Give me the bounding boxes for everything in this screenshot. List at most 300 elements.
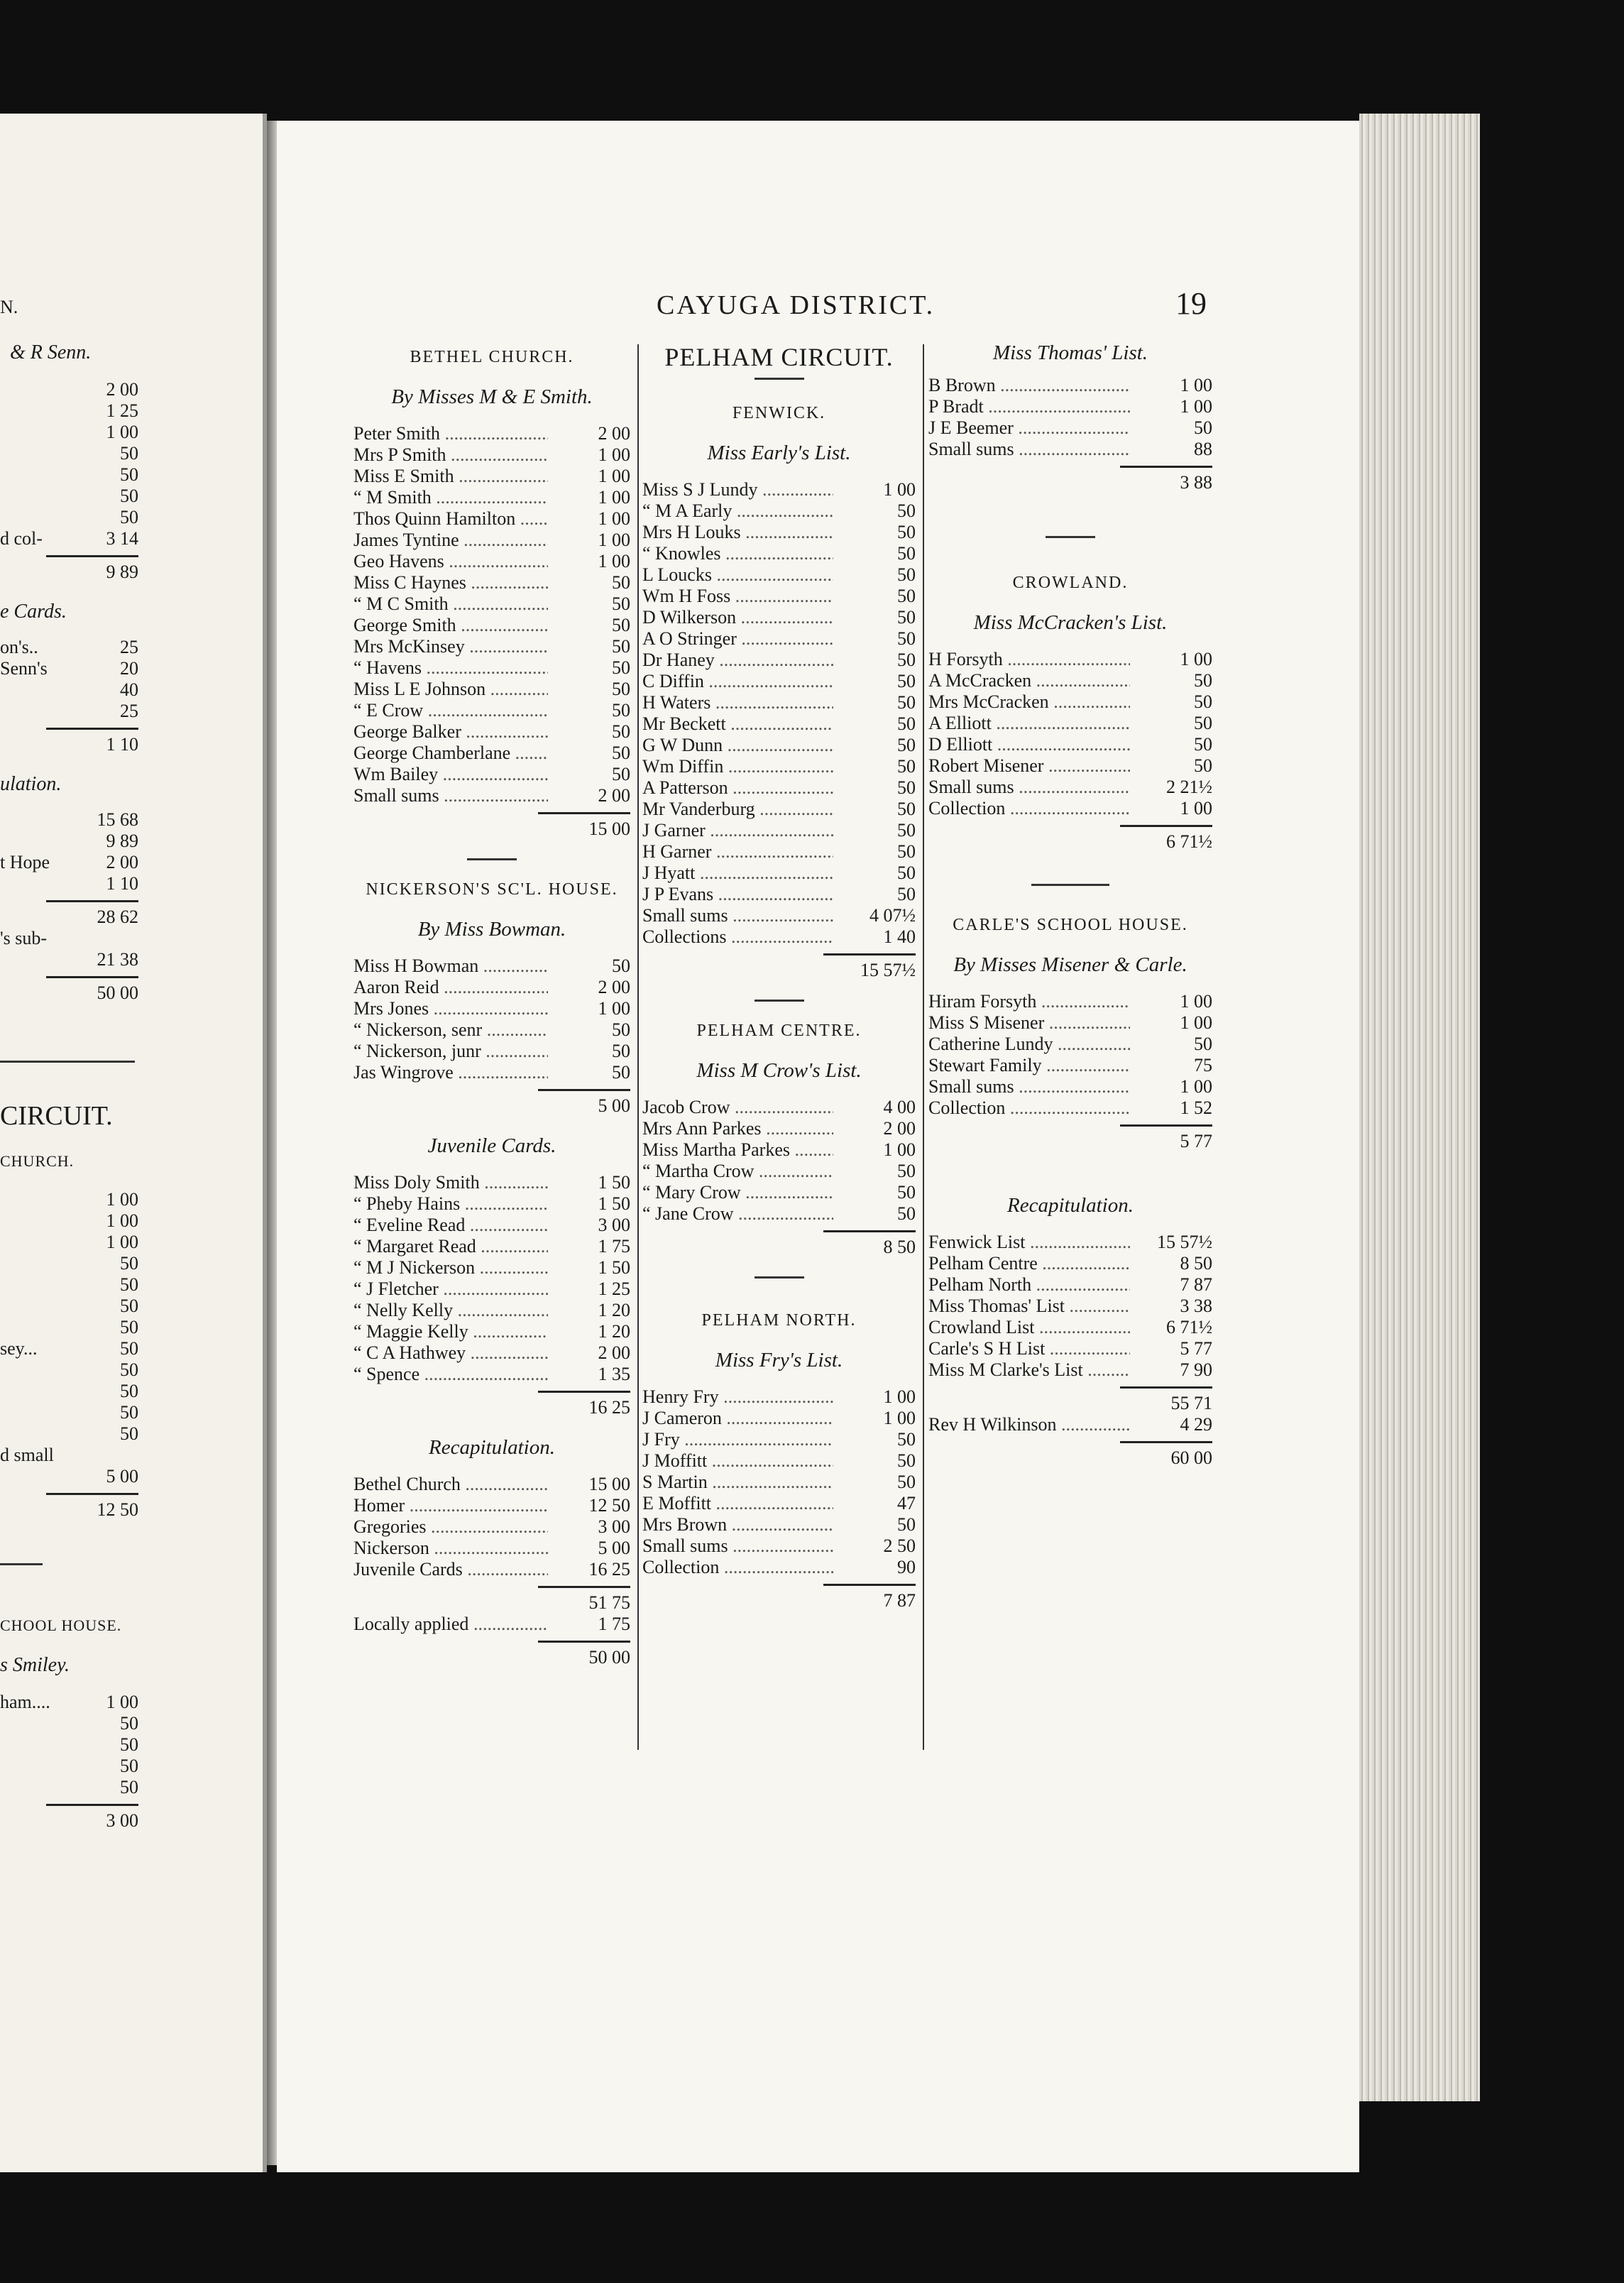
entry-name: Small sums .....: [353, 785, 548, 806]
list-item: [353, 551, 630, 572]
list-item: [928, 1317, 1212, 1338]
entry-amount: 90: [897, 1557, 916, 1577]
left-list-5-total: 3 00: [0, 1804, 138, 1832]
entry-amount: 50: [120, 1359, 138, 1380]
crowland-subheading: Miss McCracken's List.: [973, 611, 1168, 634]
list-item: [0, 379, 138, 400]
recap-1-total: 50 00: [353, 1641, 630, 1668]
list-item: [353, 1193, 630, 1215]
list-item: [353, 530, 630, 551]
list-item: [642, 1203, 916, 1225]
list-item: [928, 396, 1212, 417]
entry-amount: 50: [897, 1161, 916, 1181]
list-item: [928, 755, 1212, 777]
list-item: [928, 1296, 1212, 1317]
entry-amount: 1 00: [106, 1692, 138, 1712]
entry-name: Mrs McKinsey .....: [353, 636, 548, 657]
left-top-fragment: N.: [0, 297, 18, 317]
list-item: [353, 1474, 630, 1495]
list-item: [353, 956, 630, 977]
list-item: [0, 1734, 138, 1756]
entry-name: [0, 379, 77, 400]
left-page-fragment: [0, 297, 138, 1832]
entry-name: “ Nickerson, junr .....: [353, 1041, 548, 1062]
list-item: [0, 852, 138, 873]
entry-name: [0, 1777, 77, 1798]
entry-name: A Patterson .....: [642, 777, 833, 799]
crowland-total: 6 71½: [928, 825, 1212, 853]
entry-name: Small sums .....: [928, 439, 1130, 460]
entry-name: Miss S J Lundy .....: [642, 479, 833, 500]
entry-name: Small sums .....: [928, 777, 1130, 798]
pelham-north-total: 7 87: [642, 1584, 916, 1611]
entry-amount: 2 00: [106, 852, 138, 872]
entry-amount: 50: [120, 1296, 138, 1316]
list-item: [642, 586, 916, 607]
entry-name: Juvenile Cards .....: [353, 1559, 548, 1580]
pelham-north-heading: PELHAM NORTH.: [701, 1311, 857, 1330]
list-item: [642, 841, 916, 863]
column-2: [642, 334, 916, 1611]
list-item: [642, 1429, 916, 1450]
entry-amount: 50: [120, 1381, 138, 1401]
list-item: [642, 777, 916, 799]
entry-name: Miss Thomas' List .....: [928, 1296, 1130, 1317]
entry-name: D Elliott .....: [928, 734, 1130, 755]
list-item: [642, 543, 916, 564]
list-item: [642, 628, 916, 650]
entry-name: [0, 701, 77, 722]
entry-name: George Smith .....: [353, 615, 548, 636]
list-item: [353, 1062, 630, 1083]
nickerson-total: 5 00: [353, 1089, 630, 1117]
entry-amount: 50: [897, 884, 916, 904]
list-item: [353, 508, 630, 530]
pelham-centre-list: [642, 1097, 916, 1225]
entry-name: [0, 1232, 77, 1253]
entry-name: A Elliott .....: [928, 713, 1130, 734]
pelham-centre-total: 8 50: [642, 1230, 916, 1258]
entry-name: J E Beemer .....: [928, 417, 1130, 439]
entry-name: Collection .....: [928, 798, 1130, 819]
entry-name: “ C A Hathwey .....: [353, 1342, 548, 1364]
carle-heading: CARLE'S SCHOOL HOUSE.: [953, 916, 1188, 934]
entry-amount: 7 90: [1180, 1359, 1212, 1380]
list-item: [0, 701, 138, 722]
entry-amount: 50: [1194, 755, 1212, 776]
entry-name: J Moffitt .....: [642, 1450, 833, 1472]
entry-amount: 1 50: [598, 1193, 630, 1214]
entry-amount: 25: [120, 701, 138, 721]
left-list-3-label-row: 's sub-: [0, 928, 48, 948]
entry-amount: 88: [1194, 439, 1212, 459]
entry-name: Mr Vanderburg .....: [642, 799, 833, 820]
entry-amount: 50: [120, 1317, 138, 1337]
list-item: [353, 1342, 630, 1364]
entry-amount: 50: [612, 636, 630, 657]
entry-name: Henry Fry .....: [642, 1386, 833, 1408]
list-item: [353, 1321, 630, 1342]
entry-name: G W Dunn .....: [642, 735, 833, 756]
list-item: [928, 1253, 1212, 1274]
entry-name: George Chamberlane .....: [353, 743, 548, 764]
entry-name: [0, 831, 77, 852]
list-item: [0, 1189, 138, 1210]
entry-amount: 1 00: [883, 479, 916, 500]
entry-amount: 15 00: [588, 1474, 630, 1494]
left-list-1-total: 9 89: [0, 555, 138, 583]
list-item: [928, 375, 1212, 396]
entry-name: J Hyatt .....: [642, 863, 833, 884]
list-item: [642, 650, 916, 671]
entry-amount: 1 00: [1180, 991, 1212, 1012]
list-item: [642, 1493, 916, 1514]
entry-name: Mr Beckett .....: [642, 713, 833, 735]
pelham-north-list: [642, 1386, 916, 1578]
entry-name: Fenwick List .....: [928, 1232, 1130, 1253]
entry-name: sey...: [0, 1338, 38, 1359]
entry-amount: 2 50: [883, 1535, 916, 1556]
bethel-total: 15 00: [353, 812, 630, 840]
list-item: [928, 1338, 1212, 1359]
entry-amount: 50: [897, 713, 916, 734]
list-item: [353, 487, 630, 508]
list-item: [0, 1359, 138, 1381]
list-item: [642, 1097, 916, 1118]
entry-amount: 50: [897, 564, 916, 585]
entry-name: Pelham Centre .....: [928, 1253, 1130, 1274]
entry-amount: 50: [120, 1756, 138, 1776]
entry-amount: 50: [897, 607, 916, 628]
entry-name: Mrs Ann Parkes .....: [642, 1118, 833, 1139]
list-item: [353, 1279, 630, 1300]
entry-name: Catherine Lundy .....: [928, 1034, 1130, 1055]
list-item: [0, 1713, 138, 1734]
entry-amount: 50: [897, 756, 916, 777]
list-item: [928, 734, 1212, 755]
entry-name: Thos Quinn Hamilton .....: [353, 508, 548, 530]
entry-amount: 1 50: [598, 1257, 630, 1278]
list-item: [928, 649, 1212, 670]
entry-name: [0, 873, 77, 894]
entry-name: “ Pheby Hains .....: [353, 1193, 548, 1215]
column-separator-1: [637, 344, 639, 1750]
entry-name: Geo Havens .....: [353, 551, 548, 572]
list-item: [928, 1097, 1212, 1119]
entry-amount: 1 25: [598, 1279, 630, 1299]
entry-amount: 50: [897, 1450, 916, 1471]
entry-amount: 1 50: [598, 1172, 630, 1193]
wilkinson-row: Rev H Wilkinson ..... 4 29: [928, 1414, 1212, 1435]
list-item: [353, 785, 630, 806]
entry-amount: 50: [897, 692, 916, 713]
entry-amount: 50: [120, 1777, 138, 1797]
entry-name: [0, 400, 77, 422]
entry-name: S Martin .....: [642, 1472, 833, 1493]
entry-amount: 50: [897, 671, 916, 691]
entry-name: H Garner .....: [642, 841, 833, 863]
juvenile-list: [353, 1172, 630, 1385]
entry-name: Mrs Brown .....: [642, 1514, 833, 1535]
list-item: [928, 1076, 1212, 1097]
entry-amount: 50: [897, 586, 916, 606]
left-list-3-total: 50 00: [0, 976, 138, 1004]
entry-amount: 50: [897, 1514, 916, 1535]
column-1: [353, 334, 630, 1668]
entry-amount: 50: [897, 820, 916, 841]
list-item: [353, 1019, 630, 1041]
left-list-3: [0, 809, 138, 894]
entry-name: [0, 1381, 77, 1402]
entry-name: Crowland List .....: [928, 1317, 1130, 1338]
list-item: [353, 423, 630, 444]
carle-list: [928, 991, 1212, 1119]
left-list-2: [0, 637, 138, 722]
recap-1-list: [353, 1474, 630, 1580]
list-item: [353, 743, 630, 764]
list-item: [642, 1408, 916, 1429]
list-item: [0, 658, 138, 679]
entry-amount: 50: [120, 507, 138, 527]
pelham-centre-heading: PELHAM CENTRE.: [696, 1022, 862, 1040]
pelham-circuit-heading: PELHAM CIRCUIT.: [664, 343, 894, 371]
list-item: [0, 873, 138, 894]
list-item: [642, 884, 916, 905]
entry-name: “ M J Nickerson .....: [353, 1257, 548, 1279]
entry-name: Homer .....: [353, 1495, 548, 1516]
bethel-heading: BETHEL CHURCH.: [410, 348, 574, 366]
entry-amount: 50: [897, 799, 916, 819]
entry-name: Wm H Foss .....: [642, 586, 833, 607]
left-title-5: s Smiley.: [0, 1654, 70, 1676]
list-item: [642, 692, 916, 713]
list-item: [642, 500, 916, 522]
list-item: [353, 998, 630, 1019]
section-divider: [755, 1000, 804, 1002]
list-item: [353, 764, 630, 785]
list-item: [928, 798, 1212, 819]
fenwick-total: 15 57½: [642, 953, 916, 981]
left-divider-2: [0, 1563, 43, 1565]
left-title-3: ulation.: [0, 773, 62, 795]
entry-amount: 50: [897, 863, 916, 883]
entry-amount: 1 00: [883, 1408, 916, 1428]
list-item: [642, 713, 916, 735]
entry-amount: 5 77: [1180, 1338, 1212, 1359]
entry-amount: 50: [897, 1472, 916, 1492]
entry-amount: 50: [897, 543, 916, 564]
list-item: [353, 615, 630, 636]
entry-amount: 50: [120, 1734, 138, 1755]
list-item: [0, 1296, 138, 1317]
entry-amount: 15 57½: [1157, 1232, 1212, 1252]
list-item: [928, 417, 1212, 439]
entry-amount: 50: [120, 1402, 138, 1423]
list-item: [928, 1012, 1212, 1034]
juvenile-subheading: Juvenile Cards.: [427, 1134, 556, 1157]
entry-name: “ Spence .....: [353, 1364, 548, 1385]
entry-amount: 7 87: [1180, 1274, 1212, 1295]
entry-amount: 50: [120, 486, 138, 506]
list-item: [0, 1423, 138, 1445]
left-list-1-tail: d col- 3 14: [0, 528, 138, 549]
entry-name: Small sums .....: [642, 905, 833, 926]
entry-name: Miss C Haynes .....: [353, 572, 548, 593]
entry-amount: 50: [897, 628, 916, 649]
entry-name: “ Eveline Read .....: [353, 1215, 548, 1236]
entry-amount: 50: [612, 721, 630, 742]
list-item: [642, 1161, 916, 1182]
list-item: [928, 439, 1212, 460]
entry-amount: 1 00: [1180, 649, 1212, 669]
entry-name: “ Nickerson, senr .....: [353, 1019, 548, 1041]
entry-name: Miss M Clarke's List .....: [928, 1359, 1130, 1381]
entry-name: Bethel Church .....: [353, 1474, 548, 1495]
entry-amount: 2 00: [598, 423, 630, 444]
entry-amount: 1 00: [106, 1189, 138, 1210]
entry-amount: 50: [612, 593, 630, 614]
entry-name: C Diffin .....: [642, 671, 833, 692]
entry-amount: 50: [612, 679, 630, 699]
left-list-5: [0, 1692, 138, 1798]
list-item: [353, 1172, 630, 1193]
entry-amount: 1 35: [598, 1364, 630, 1384]
list-item: [642, 1182, 916, 1203]
juvenile-total: 16 25: [353, 1391, 630, 1418]
entry-name: “ M C Smith .....: [353, 593, 548, 615]
left-list-3-extra-row: 21 38: [97, 949, 138, 970]
left-list-2-total: 1 10: [0, 728, 138, 755]
entry-amount: 50: [1194, 417, 1212, 438]
list-item: [353, 657, 630, 679]
list-item: [642, 607, 916, 628]
list-item: [0, 1210, 138, 1232]
entry-amount: 50: [120, 1253, 138, 1274]
entry-name: Miss Martha Parkes .....: [642, 1139, 833, 1161]
entry-amount: 40: [120, 679, 138, 700]
entry-name: Collections .....: [642, 926, 833, 948]
entry-name: [0, 1253, 77, 1274]
nickerson-heading: NICKERSON'S SC'L. HOUSE.: [366, 880, 618, 899]
list-item: [0, 1756, 138, 1777]
entry-amount: 50: [1194, 734, 1212, 755]
list-item: [0, 831, 138, 852]
entry-amount: 50: [897, 522, 916, 542]
entry-amount: 1 00: [598, 530, 630, 550]
entry-amount: 50: [1194, 713, 1212, 733]
entry-amount: 1 25: [106, 400, 138, 421]
entry-amount: 16 25: [588, 1559, 630, 1580]
list-item: [928, 691, 1212, 713]
list-item: [0, 1232, 138, 1253]
entry-name: J Fry .....: [642, 1429, 833, 1450]
page-number: 19: [1175, 286, 1207, 321]
list-item: [642, 1139, 916, 1161]
entry-name: “ Jane Crow .....: [642, 1203, 833, 1225]
entry-amount: 1 00: [106, 1232, 138, 1252]
list-item: [642, 564, 916, 586]
entry-amount: 1 00: [1180, 1076, 1212, 1097]
entry-name: J P Evans .....: [642, 884, 833, 905]
list-item: [928, 713, 1212, 734]
entry-amount: 1 00: [1180, 798, 1212, 819]
entry-name: Mrs H Louks .....: [642, 522, 833, 543]
list-item: [642, 1450, 916, 1472]
entry-name: Miss S Misener .....: [928, 1012, 1130, 1034]
list-item: [642, 1514, 916, 1535]
entry-amount: 50: [1194, 1034, 1212, 1054]
entry-amount: 50: [120, 1274, 138, 1295]
entry-amount: 5 00: [598, 1538, 630, 1558]
entry-amount: 1 00: [1180, 396, 1212, 417]
entry-amount: 1 20: [598, 1321, 630, 1342]
entry-name: Mrs P Smith .....: [353, 444, 548, 466]
left-church-heading: CHURCH.: [0, 1152, 75, 1170]
entry-name: “ M A Early .....: [642, 500, 833, 522]
list-item: [642, 1472, 916, 1493]
section-divider: [1031, 884, 1109, 886]
entry-amount: 50: [897, 650, 916, 670]
entry-name: ham....: [0, 1692, 50, 1712]
left-list-1: [0, 379, 138, 528]
list-item: [642, 905, 916, 926]
crowland-list: [928, 649, 1212, 819]
list-item: [353, 977, 630, 998]
entry-amount: 1 10: [106, 873, 138, 894]
entry-amount: 2 00: [598, 785, 630, 806]
entry-amount: 1 20: [598, 1300, 630, 1320]
list-item: [353, 721, 630, 743]
entry-amount: 50: [897, 500, 916, 521]
entry-name: Nickerson .....: [353, 1538, 548, 1559]
entry-amount: 20: [120, 658, 138, 679]
entry-amount: 50: [612, 1019, 630, 1040]
entry-amount: 1 00: [106, 1210, 138, 1231]
list-item: [642, 735, 916, 756]
list-item: [0, 1402, 138, 1423]
entry-name: [0, 1423, 77, 1445]
entry-amount: 3 38: [1180, 1296, 1212, 1316]
nickerson-list: [353, 956, 630, 1083]
list-item: [928, 1232, 1212, 1253]
entry-amount: 2 00: [598, 1342, 630, 1363]
entry-amount: 1 00: [1180, 1012, 1212, 1033]
entry-amount: 1 00: [598, 508, 630, 529]
entry-name: “ Knowles .....: [642, 543, 833, 564]
recap-2-subheading: Recapitulation.: [1007, 1194, 1134, 1217]
entry-amount: 50: [897, 1182, 916, 1203]
entry-amount: 50: [612, 657, 630, 678]
recap-1-subtotal: 51 75: [353, 1586, 630, 1614]
entry-amount: 25: [120, 637, 138, 657]
list-item: [642, 926, 916, 948]
entry-name: Small sums .....: [928, 1076, 1130, 1097]
bethel-subheading: By Misses M & E Smith.: [391, 385, 593, 408]
entry-amount: 50: [897, 1203, 916, 1224]
left-list-3-sub: 28 62: [0, 900, 138, 928]
running-head: CAYUGA DISTRICT.: [657, 290, 936, 320]
entry-amount: 50: [1194, 691, 1212, 712]
entry-name: Aaron Reid .....: [353, 977, 548, 998]
list-item: [0, 809, 138, 831]
list-item: [353, 679, 630, 700]
list-item: [642, 1535, 916, 1557]
entry-name: Small sums .....: [642, 1535, 833, 1557]
list-item: [353, 1538, 630, 1559]
entry-amount: 3 00: [598, 1215, 630, 1235]
fenwick-heading: FENWICK.: [732, 404, 826, 422]
entry-amount: 6 71½: [1166, 1317, 1212, 1337]
